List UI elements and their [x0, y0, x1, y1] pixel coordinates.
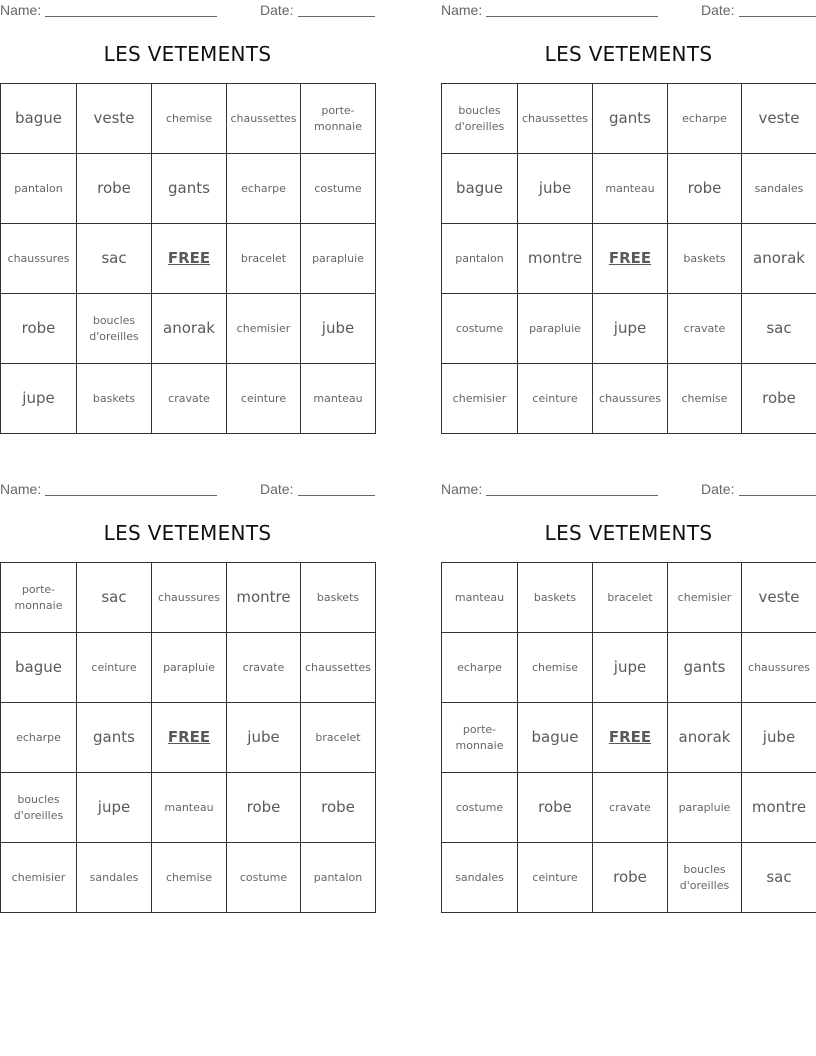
bingo-cell[interactable]: robe [668, 154, 742, 224]
bingo-cell[interactable]: cravate [668, 294, 742, 364]
bingo-cell[interactable]: robe [593, 843, 668, 913]
bingo-cell[interactable]: ceinture [227, 364, 301, 434]
bingo-cell[interactable]: parapluie [668, 773, 742, 843]
bingo-cell[interactable]: ceinture [518, 364, 593, 434]
bingo-cell[interactable]: boucles d'oreilles [77, 294, 152, 364]
bingo-cell[interactable]: chemise [668, 364, 742, 434]
bingo-cell[interactable]: robe [301, 773, 376, 843]
date-blank-line[interactable] [739, 16, 816, 17]
bingo-cell[interactable]: manteau [593, 154, 668, 224]
bingo-cell[interactable]: bague [518, 703, 593, 773]
date-label: Date: [260, 2, 294, 18]
bingo-cell[interactable]: boucles d'oreilles [668, 843, 742, 913]
bingo-grid [441, 83, 816, 434]
bingo-cell[interactable]: chaussures [1, 224, 77, 294]
bingo-cell[interactable]: gants [152, 154, 227, 224]
free-space-cell[interactable]: FREE [152, 703, 227, 773]
name-label: Name: [0, 2, 42, 18]
bingo-cell[interactable]: costume [442, 294, 518, 364]
name-label: Name: [0, 481, 42, 497]
card-title: LES VETEMENTS [103, 42, 272, 66]
name-label: Name: [441, 2, 483, 18]
bingo-cell[interactable]: echarpe [227, 154, 301, 224]
bingo-cell[interactable]: parapluie [152, 633, 227, 703]
bingo-cell[interactable]: anorak [152, 294, 227, 364]
bingo-cell[interactable]: bracelet [593, 563, 668, 633]
bingo-cell[interactable]: chaussettes [518, 84, 593, 154]
bingo-cell[interactable]: costume [442, 773, 518, 843]
bingo-cell[interactable]: gants [668, 633, 742, 703]
bingo-cell[interactable]: jupe [77, 773, 152, 843]
bingo-cell[interactable]: chemisier [1, 843, 77, 913]
bingo-cell[interactable]: robe [227, 773, 301, 843]
free-space-cell[interactable]: FREE [593, 224, 668, 294]
bingo-cell[interactable]: anorak [668, 703, 742, 773]
bingo-cell[interactable]: robe [1, 294, 77, 364]
date-label: Date: [701, 481, 735, 497]
bingo-cell[interactable]: manteau [442, 563, 518, 633]
bingo-grid [0, 83, 376, 434]
bingo-cell[interactable]: chaussures [742, 633, 816, 703]
bingo-cell[interactable]: bracelet [227, 224, 301, 294]
bingo-cell[interactable]: costume [301, 154, 376, 224]
bingo-grid [441, 562, 816, 913]
bingo-cell[interactable]: robe [77, 154, 152, 224]
bingo-cell[interactable]: montre [227, 563, 301, 633]
bingo-cell[interactable]: bague [1, 84, 77, 154]
bingo-cell[interactable]: veste [742, 84, 816, 154]
free-space-cell[interactable]: FREE [593, 703, 668, 773]
bingo-cell[interactable]: sac [77, 563, 152, 633]
name-date-header [0, 0, 375, 20]
bingo-cell[interactable]: jube [227, 703, 301, 773]
date-label: Date: [260, 481, 294, 497]
bingo-cell[interactable]: baskets [668, 224, 742, 294]
bingo-cell[interactable]: manteau [152, 773, 227, 843]
bingo-cell[interactable]: echarpe [1, 703, 77, 773]
bingo-cell[interactable]: chemisier [227, 294, 301, 364]
bingo-cell[interactable]: pantalon [301, 843, 376, 913]
bingo-cell[interactable]: chaussettes [227, 84, 301, 154]
bingo-cell[interactable]: baskets [301, 563, 376, 633]
name-blank-line[interactable] [486, 16, 658, 17]
bingo-cell[interactable]: echarpe [442, 633, 518, 703]
bingo-cell[interactable]: pantalon [442, 224, 518, 294]
bingo-cell[interactable]: porte- monnaie [1, 563, 77, 633]
bingo-cell[interactable]: chaussures [152, 563, 227, 633]
bingo-cell[interactable]: jube [742, 703, 816, 773]
bingo-cell[interactable]: robe [742, 364, 816, 434]
bingo-cell[interactable]: gants [593, 84, 668, 154]
name-date-header [0, 479, 375, 499]
date-blank-line[interactable] [298, 495, 375, 496]
bingo-cell[interactable]: bague [442, 154, 518, 224]
bingo-cell[interactable]: porte- monnaie [442, 703, 518, 773]
bingo-cell[interactable]: montre [742, 773, 816, 843]
bingo-cell[interactable]: porte- monnaie [301, 84, 376, 154]
bingo-cell[interactable]: robe [518, 773, 593, 843]
date-label: Date: [701, 2, 735, 18]
bingo-cell[interactable]: anorak [742, 224, 816, 294]
bingo-cell[interactable]: jupe [1, 364, 77, 434]
name-label: Name: [441, 481, 483, 497]
bingo-cell[interactable]: sandales [77, 843, 152, 913]
free-space-cell[interactable]: FREE [152, 224, 227, 294]
bingo-cell[interactable]: parapluie [301, 224, 376, 294]
bingo-cell[interactable]: baskets [518, 563, 593, 633]
bingo-cell[interactable]: jube [518, 154, 593, 224]
bingo-cell[interactable]: costume [227, 843, 301, 913]
bingo-cell[interactable]: boucles d'oreilles [442, 84, 518, 154]
date-blank-line[interactable] [739, 495, 816, 496]
name-date-header [441, 0, 816, 20]
bingo-cell[interactable]: chemisier [442, 364, 518, 434]
bingo-cell[interactable]: echarpe [668, 84, 742, 154]
bingo-cell[interactable]: baskets [77, 364, 152, 434]
card-title: LES VETEMENTS [544, 42, 713, 66]
bingo-cell[interactable]: jupe [593, 633, 668, 703]
bingo-cell[interactable]: parapluie [518, 294, 593, 364]
bingo-cell[interactable]: chaussettes [301, 633, 376, 703]
bingo-cell[interactable]: chaussures [593, 364, 668, 434]
bingo-cell[interactable]: bracelet [301, 703, 376, 773]
bingo-cell[interactable]: bague [1, 633, 77, 703]
name-blank-line[interactable] [486, 495, 658, 496]
bingo-cell[interactable]: jube [301, 294, 376, 364]
name-blank-line[interactable] [45, 16, 217, 17]
bingo-cell[interactable]: sac [742, 843, 816, 913]
bingo-cell[interactable]: chemise [152, 843, 227, 913]
card-title: LES VETEMENTS [544, 521, 713, 545]
bingo-cell[interactable]: sac [742, 294, 816, 364]
bingo-cell[interactable]: sac [77, 224, 152, 294]
bingo-cell[interactable]: sandales [442, 843, 518, 913]
bingo-cell[interactable]: pantalon [1, 154, 77, 224]
bingo-cell[interactable]: ceinture [77, 633, 152, 703]
bingo-cell[interactable]: gants [77, 703, 152, 773]
bingo-cell[interactable]: veste [77, 84, 152, 154]
bingo-cell[interactable]: chemise [518, 633, 593, 703]
bingo-cell[interactable]: chemisier [668, 563, 742, 633]
name-blank-line[interactable] [45, 495, 217, 496]
bingo-grid [0, 562, 376, 913]
bingo-cell[interactable]: cravate [227, 633, 301, 703]
bingo-cell[interactable]: cravate [593, 773, 668, 843]
name-date-header [441, 479, 816, 499]
bingo-cell[interactable]: sandales [742, 154, 816, 224]
bingo-cell[interactable]: boucles d'oreilles [1, 773, 77, 843]
bingo-cell[interactable]: ceinture [518, 843, 593, 913]
card-title: LES VETEMENTS [103, 521, 272, 545]
date-blank-line[interactable] [298, 16, 375, 17]
bingo-cell[interactable]: montre [518, 224, 593, 294]
bingo-cell[interactable]: chemise [152, 84, 227, 154]
bingo-cell[interactable]: cravate [152, 364, 227, 434]
bingo-cell[interactable]: jupe [593, 294, 668, 364]
bingo-cell[interactable]: veste [742, 563, 816, 633]
bingo-cell[interactable]: manteau [301, 364, 376, 434]
